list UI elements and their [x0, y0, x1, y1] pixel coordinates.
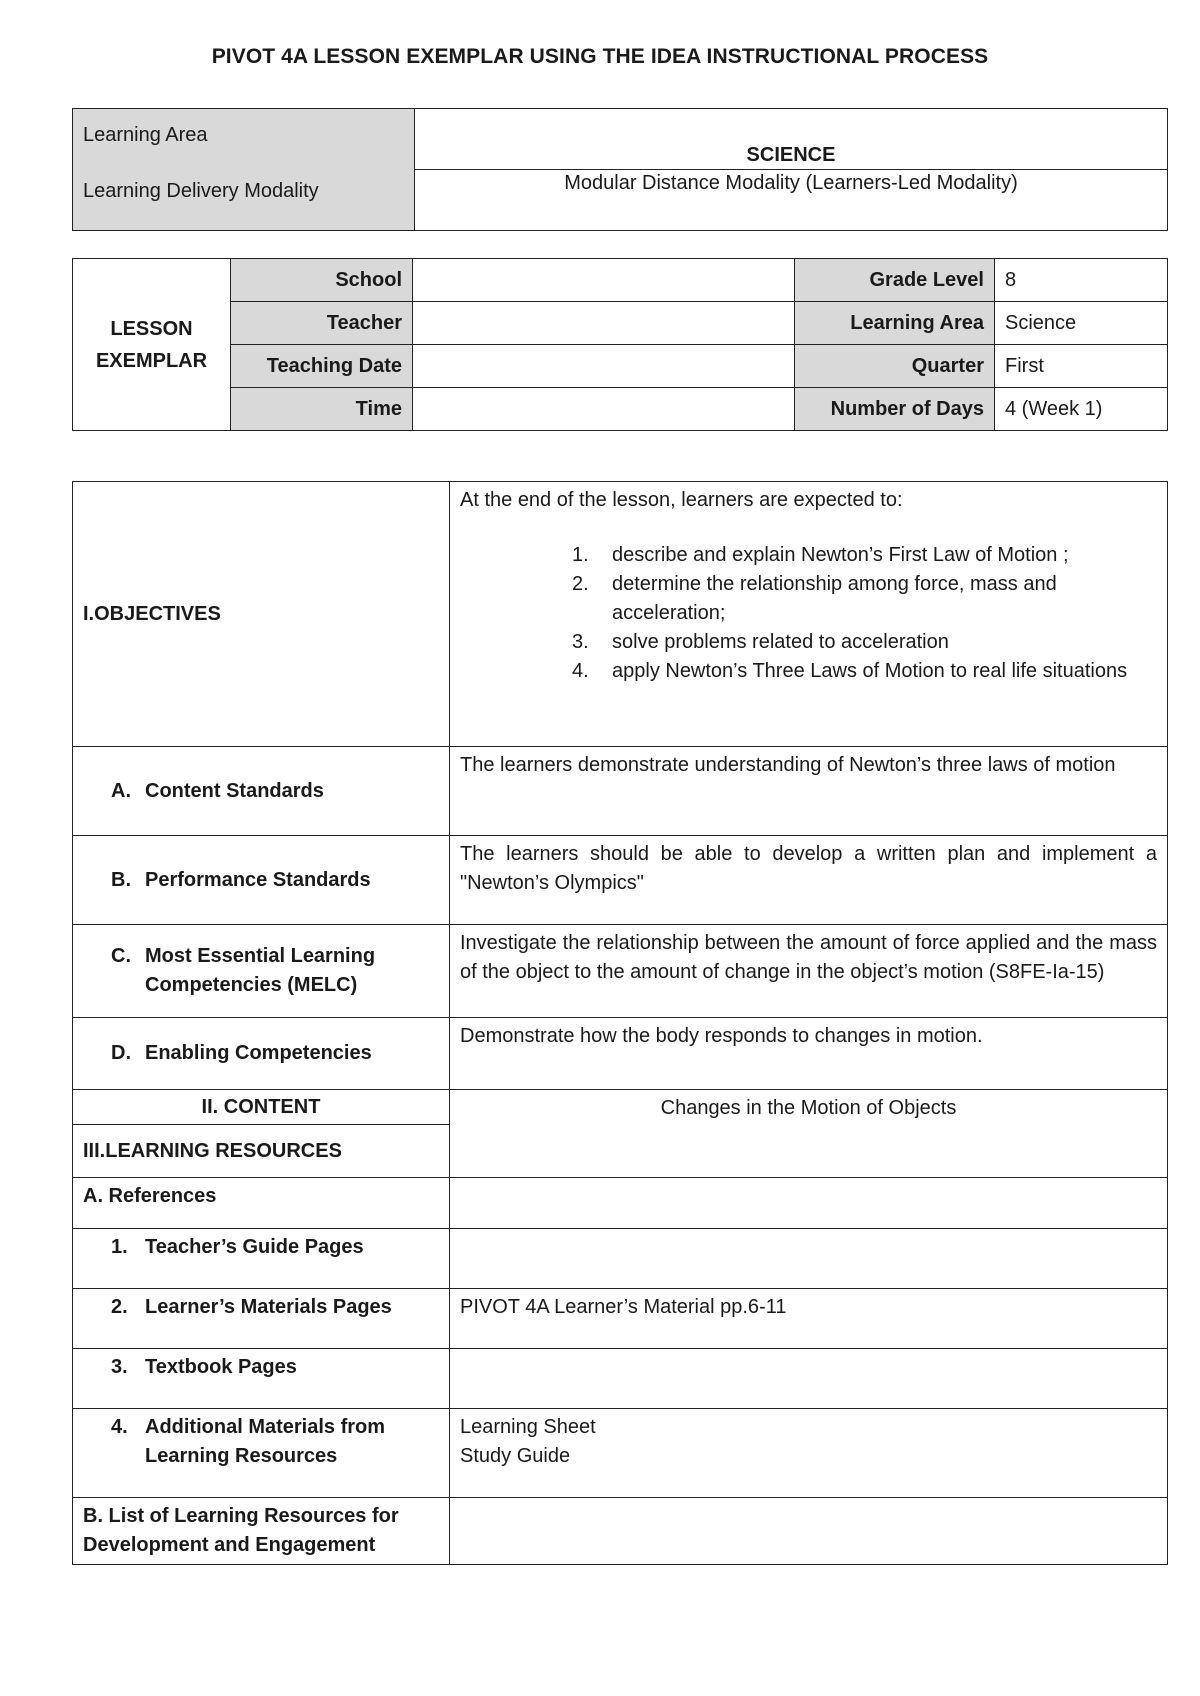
content-value[interactable]: Changes in the Motion of Objects — [450, 1090, 1168, 1178]
days-label: Number of Days — [795, 388, 995, 431]
learning-delivery-label: Learning Delivery Modality — [83, 180, 319, 202]
teaching-date-label: Teaching Date — [231, 345, 413, 388]
document-title: PIVOT 4A LESSON EXEMPLAR USING THE IDEA INSTRUCTIONAL PROCESS — [211, 45, 989, 68]
quarter-label: Quarter — [795, 345, 995, 388]
objective-item: 3. solve problems related to acceleration — [572, 631, 949, 653]
objectives-list — [460, 541, 1157, 686]
content-standards-value[interactable]: The learners demonstrate understanding of Newton’s three laws of motion — [450, 747, 1168, 836]
time-field[interactable] — [413, 388, 795, 431]
textbook-pages-value[interactable] — [450, 1349, 1168, 1409]
additional-materials-label: 4. Additional Materials from Learning Resources — [73, 1409, 450, 1498]
additional-materials-value[interactable] — [450, 1409, 1168, 1498]
lesson-plan-table — [72, 481, 1168, 1565]
quarter-value[interactable]: First — [995, 345, 1168, 388]
additional-item: Learning Sheet — [460, 1416, 596, 1438]
learning-resources-label: III.LEARNING RESOURCES — [73, 1125, 450, 1178]
references-value[interactable] — [450, 1178, 1168, 1229]
lesson-info-table — [72, 258, 1168, 431]
lesson-exemplar-line2: EXEMPLAR — [95, 349, 208, 372]
enabling-competencies-label: D. Enabling Competencies — [73, 1018, 450, 1090]
grade-level-label: Grade Level — [795, 259, 995, 302]
modality-value[interactable]: Modular Distance Modality (Learners-Led Modality) — [415, 170, 1168, 231]
melc-value[interactable]: Investigate the relationship between the amount of force applied and the mass of the object to the amount of change in the object’s motion (S8FE-Ia-15) — [450, 925, 1168, 1018]
list-resources-value[interactable] — [450, 1498, 1168, 1565]
lesson-exemplar-line1: LESSON — [110, 317, 193, 340]
info-learning-area-label: Learning Area — [795, 302, 995, 345]
learners-materials-value[interactable]: PIVOT 4A Learner’s Material pp.6-11 — [450, 1289, 1168, 1349]
melc-label: C. Most Essential Learning Competencies (MELC) — [73, 925, 450, 1018]
content-label: II. CONTENT — [73, 1090, 450, 1125]
objectives-intro: At the end of the lesson, learners are expected to: — [460, 489, 903, 511]
enabling-competencies-value[interactable]: Demonstrate how the body responds to changes in motion. — [450, 1018, 1168, 1090]
learning-area-value[interactable]: SCIENCE — [415, 109, 1168, 170]
textbook-pages-label: 3. Textbook Pages — [73, 1349, 450, 1409]
teaching-date-field[interactable] — [413, 345, 795, 388]
teacher-label: Teacher — [231, 302, 413, 345]
objective-item: 1. describe and explain Newton’s First Law of Motion ; — [572, 544, 1069, 566]
performance-standards-label: B. Performance Standards — [73, 836, 450, 925]
objective-item: 2. determine the relationship among force, mass and acceleration; — [572, 573, 1057, 624]
content-standards-label: A. Content Standards — [73, 747, 450, 836]
teachers-guide-label: 1. Teacher’s Guide Pages — [73, 1229, 450, 1289]
lesson-exemplar-heading — [73, 259, 231, 431]
references-label: A. References — [73, 1178, 450, 1229]
objectives-label: I.OBJECTIVES — [73, 482, 450, 747]
teacher-field[interactable] — [413, 302, 795, 345]
learners-materials-label: 2. Learner’s Materials Pages — [73, 1289, 450, 1349]
objectives-cell — [450, 482, 1168, 747]
grade-level-value[interactable]: 8 — [995, 259, 1168, 302]
info-learning-area-value[interactable]: Science — [995, 302, 1168, 345]
performance-standards-value[interactable]: The learners should be able to develop a written plan and implement a "Newton’s Olympics" — [450, 836, 1168, 925]
learning-area-table — [72, 108, 1168, 231]
school-field[interactable] — [413, 259, 795, 302]
learning-area-label: Learning Area — [83, 124, 208, 146]
time-label: Time — [231, 388, 413, 431]
teachers-guide-value[interactable] — [450, 1229, 1168, 1289]
additional-item: Study Guide — [460, 1445, 571, 1467]
days-value[interactable]: 4 (Week 1) — [995, 388, 1168, 431]
objective-item: 4. apply Newton’s Three Laws of Motion to real life situations — [572, 660, 1128, 682]
school-label: School — [231, 259, 413, 302]
list-resources-label: B. List of Learning Resources for Development and Engagement — [73, 1498, 450, 1565]
area-labels-cell — [73, 109, 415, 231]
